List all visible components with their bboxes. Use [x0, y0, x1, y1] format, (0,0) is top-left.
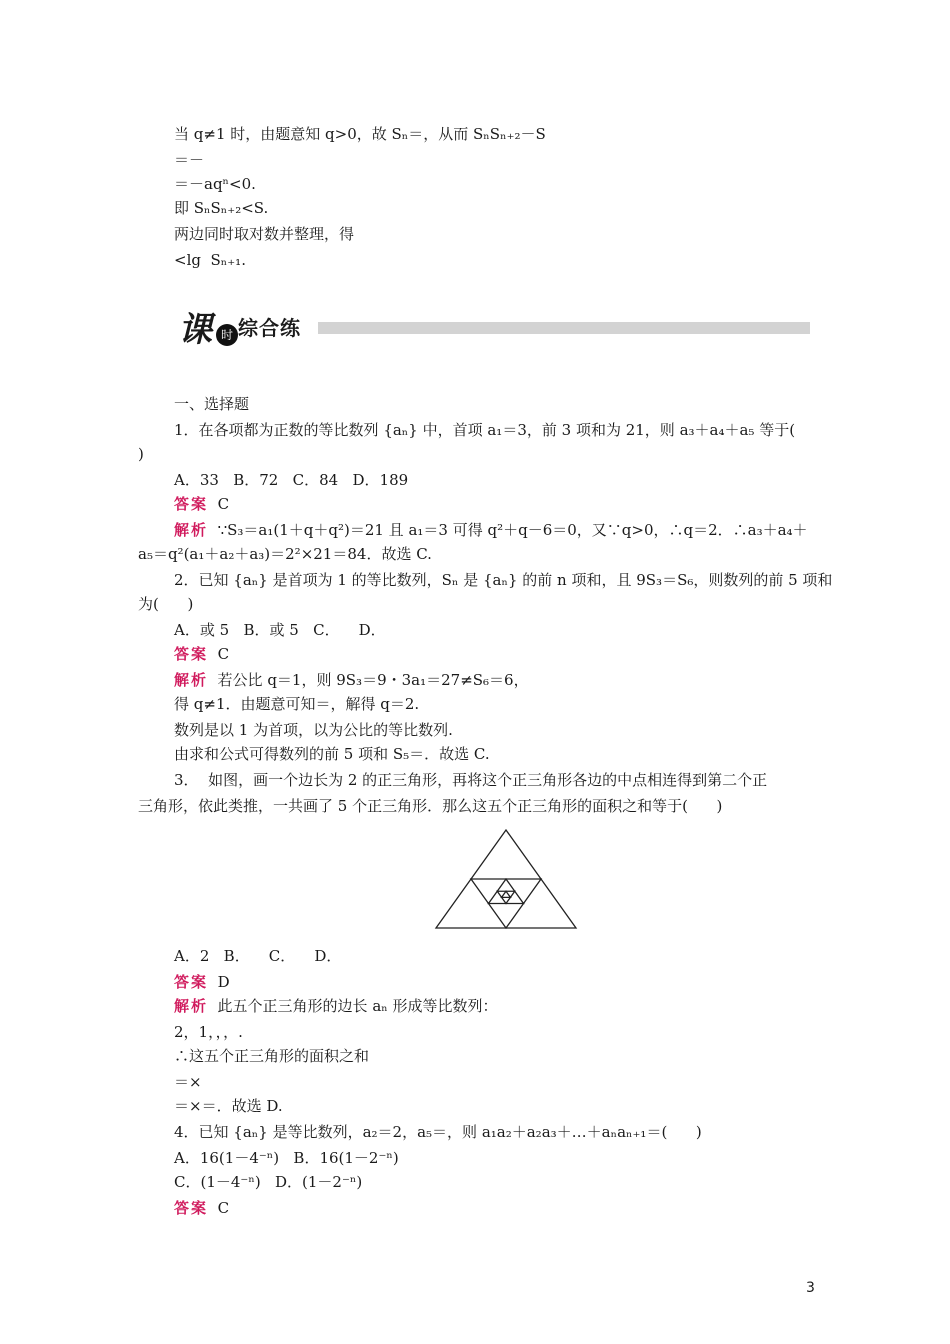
answer-label: 答案: [174, 645, 209, 663]
q3-analysis-line: ＝×: [174, 1073, 202, 1091]
page-number: 3: [806, 1280, 815, 1296]
text-line: 即 SₙSₙ₊₂<S.: [174, 199, 269, 217]
nested-triangles-figure: [434, 828, 578, 930]
text-line: ＝－: [174, 151, 205, 169]
analysis-text: 若公比 q＝1，则 9S₃＝9・3a₁＝27≠S₆＝6，: [208, 671, 529, 689]
text-line: <lg Sₙ₊₁.: [174, 251, 246, 269]
q3-answer: [174, 972, 230, 992]
q2-analysis-line: 由求和公式可得数列的前 5 项和 S₅＝．故选 C.: [174, 745, 490, 763]
q2-analysis-line: 得 q≠1．由题意可知＝，解得 q＝2.: [174, 695, 420, 713]
text-line: 两边同时取对数并整理，得: [174, 225, 355, 243]
q4-stem: 4．已知 {aₙ} 是等比数列，a₂＝2，a₅＝，则 a₁a₂＋a₂a₃＋…＋aₙaₙ₊₁＝( ): [174, 1123, 702, 1141]
analysis-label: 解析: [174, 521, 209, 539]
q4-options-ab: A．16(1－4⁻ⁿ) B．16(1－2⁻ⁿ): [174, 1149, 399, 1167]
q1-answer: [174, 494, 229, 514]
q1-stem-cont: ): [138, 445, 144, 463]
analysis-text: ∵S₃＝a₁(1＋q＋q²)＝21 且 a₁＝3 可得 q²＋q－6＝0，又∵q>0，∴q＝2．∴a₃＋a₄＋: [217, 521, 808, 539]
q3-stem: 3． 如图，画一个边长为 2 的正三角形，再将这个正三角形各边的中点相连得到第二个正: [174, 771, 768, 789]
banner-bar: [318, 322, 810, 334]
section-title: 一、选择题: [174, 395, 250, 413]
section-banner: [178, 308, 818, 348]
banner-shi-badge: 时: [216, 324, 238, 346]
q1-analysis: [174, 520, 808, 540]
triangle-5: [502, 891, 511, 897]
q2-analysis: [174, 670, 529, 690]
q3-analysis-line: ∴这五个正三角形的面积之和: [174, 1047, 370, 1065]
analysis-label: 解析: [174, 997, 209, 1015]
banner-ke-glyph: 课: [178, 310, 212, 350]
answer-label: 答案: [174, 495, 209, 513]
analysis-text: 此五个正三角形的边长 aₙ 形成等比数列：: [208, 997, 498, 1015]
q2-answer: [174, 644, 229, 664]
answer-value: C: [217, 645, 230, 663]
q3-analysis-line: 2，1，，，.: [174, 1023, 243, 1041]
q2-analysis-line: 数列是以 1 为首项，以为公比的等比数列.: [174, 721, 453, 739]
text-line: 当 q≠1 时，由题意知 q>0，故 Sₙ＝，从而 SₙSₙ₊₂－S: [174, 125, 546, 143]
q2-stem: 2．已知 {aₙ} 是首项为 1 的等比数列，Sₙ 是 {aₙ} 的前 n 项和，且 9S₃＝S₆，则数列的前 5 项和: [174, 571, 833, 589]
analysis-label: 解析: [174, 671, 209, 689]
answer-label: 答案: [174, 973, 209, 991]
q3-stem-cont: 三角形，依此类推，一共画了 5 个正三角形．那么这五个正三角形的面积之和等于( ): [138, 797, 723, 815]
banner-title: 综合练: [238, 316, 301, 340]
q1-analysis-cont: a₅＝q²(a₁＋a₂＋a₃)＝2²×21＝84．故选 C.: [138, 545, 432, 563]
q1-stem: 1．在各项都为正数的等比数列 {aₙ} 中，首项 a₁＝3，前 3 项和为 21，则 a₃＋a₄＋a₅ 等于(: [174, 421, 796, 439]
q3-analysis: [174, 996, 498, 1016]
q3-analysis-line: ＝×＝．故选 D.: [174, 1097, 283, 1115]
q2-options: A．或 5 B．或 5 C． D．: [174, 621, 386, 639]
answer-label: 答案: [174, 1199, 209, 1217]
q2-stem-cont: 为( ): [138, 595, 194, 613]
text-line: ＝－aqⁿ<0.: [174, 175, 256, 193]
q4-answer: [174, 1198, 229, 1218]
q4-options-cd: C．(1－4⁻ⁿ) D．(1－2⁻ⁿ): [174, 1173, 363, 1191]
q1-options: A．33 B．72 C．84 D．189: [174, 471, 409, 489]
q3-options: A．2 B． C． D．: [174, 947, 342, 965]
answer-value: D: [217, 973, 230, 991]
answer-value: C: [217, 495, 230, 513]
answer-value: C: [217, 1199, 230, 1217]
